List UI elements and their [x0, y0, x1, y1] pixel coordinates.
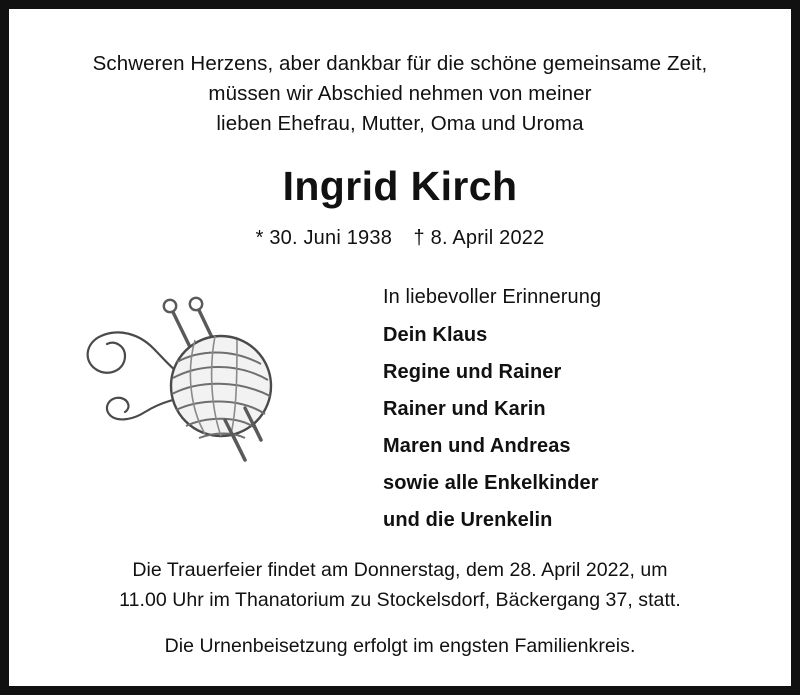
survivors-list: [379, 272, 751, 530]
service-details: [49, 556, 751, 661]
service-line-1: Die Trauerfeier findet am Donnerstag, dem 28. April 2022, um: [132, 559, 668, 582]
deceased-name: Ingrid Kirch: [282, 163, 518, 210]
birth-date: * 30. Juni 1938: [255, 227, 393, 250]
survivor-item: und die Urenkelin: [383, 509, 553, 532]
service-line-2: 11.00 Uhr im Thanatorium zu Stockelsdorf, Bäckergang 37, statt.: [119, 589, 681, 611]
intro-text: [93, 49, 708, 139]
spacer: [49, 616, 751, 632]
survivor-item: Dein Klaus: [383, 324, 488, 347]
survivor-item: Regine und Rainer: [383, 361, 562, 384]
survivor-item: Rainer und Karin: [383, 398, 546, 421]
yarn-ball-knitting-needles-icon: [49, 272, 379, 492]
memorial-lead: In liebevoller Erinnerung: [383, 286, 602, 309]
survivor-item: Maren und Andreas: [383, 435, 571, 458]
burial-line: Die Urnenbeisetzung erfolgt im engsten Familienkreis.: [164, 634, 636, 657]
death-date: † 8. April 2022: [413, 227, 545, 250]
middle-section: [49, 272, 751, 530]
intro-line-1: Schweren Herzens, aber dankbar für die schöne gemeinsame Zeit,: [92, 52, 708, 75]
intro-line-3: lieben Ehefrau, Mutter, Oma und Uroma: [216, 112, 584, 136]
survivor-item: sowie alle Enkelkinder: [383, 472, 599, 495]
life-dates: [256, 227, 545, 250]
intro-line-2: müssen wir Abschied nehmen von meiner: [208, 82, 592, 106]
